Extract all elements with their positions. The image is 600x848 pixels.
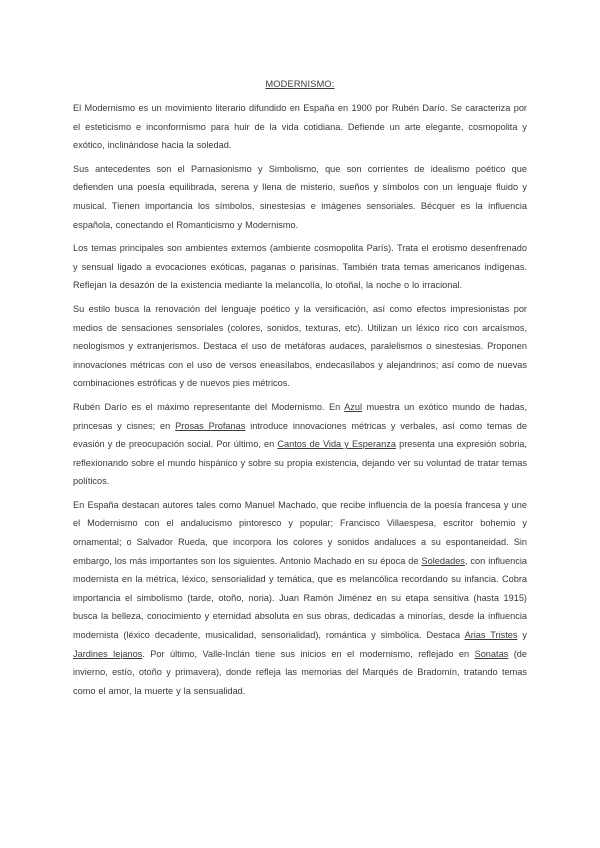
- paragraph-text: Su estilo busca la renovación del lenguaje poético y la versificación, así como efectos impresionistas por medios de sensaciones sensoriales (colores, sonidos, texturas, etc). Utilizan un léxico rico con arcaísmos, neologismos y extranjerismos. Destaca el uso de metáforas audaces, paralelismos o sinestesias. Proponen innovaciones métricas con el uso de versos eneasílabos, endecasílabos y alejandrinos; así como de nuevas combinaciones estróficas y de nuevos pies métricos.: [73, 303, 527, 389]
- paragraph-text: El Modernismo es un movimiento literario difundido en España en 1900 por Rubén Darío. Se caracteriza por el esteticismo e inconformismo para huir de la vida cotidiana. Defiende un arte elegante, cosmopolita y exótico, inclinándose hacia la soledad.: [73, 103, 527, 151]
- work-title-prosas-profanas: Prosas Profanas: [175, 420, 246, 431]
- work-title-soledades: Soledades: [421, 555, 465, 566]
- paragraph-text: y: [517, 630, 528, 641]
- paragraph-text: En España destacan autores tales como Manuel Machado, que recibe influencia de la poesía francesa y une el Modernismo con el andalucismo pintoresco y popular; Francisco Villaespesa, escritor bohemio y ornamental; o Salvador Rueda, que incorpora los colores y sonidos andaluces a su espontaneidad. Sin embargo, los más importantes son los siguientes. Antonio Machado en su época de: [73, 499, 527, 566]
- document-title: MODERNISMO:: [265, 79, 335, 89]
- paragraph-text: Rubén Darío es el máximo representante del Modernismo. En: [73, 401, 345, 412]
- paragraph-antecedents: [73, 160, 527, 234]
- paragraph-text: presenta una expresión sobria, reflexionando sobre el mundo hispánico y sobre su propia existencia, dejando ver su voluntad de tratar temas políticos.: [73, 439, 527, 487]
- work-title-arias-tristes: Arias Tristes: [464, 630, 518, 641]
- work-title-cantos-de-vida: Cantos de Vida y Esperanza: [277, 439, 396, 450]
- paragraph-themes: [73, 239, 527, 295]
- paragraph-text: . Por último, Valle-Inclán tiene sus inicios en el modernismo, reflejado en: [142, 648, 475, 659]
- paragraph-text: introduce innovaciones métricas y verbales, así como temas de evasión y de preocupación social. Por último, en: [73, 420, 527, 450]
- paragraph-text: Sus antecedentes son el Parnasionismo y Simbolismo, que son corrientes de idealismo poético que defienden una poesía equilibrada, serena y llena de misterio, sueños y símbolos con un lenguaje fluido y musical. Tienen importancia los símbolos, sinestesias e imágenes sensoriales. Bécquer es la influencia española, conectando el Romanticismo y Modernismo.: [73, 163, 527, 230]
- paragraph-style: [73, 300, 527, 393]
- paragraph-spain-authors: [73, 496, 527, 701]
- paragraph-text: (de invierno, estío, otoño y primavera), donde refleja las memorias del Marqués de Bradomín, tratando temas como el amor, la muerte y la sensualidad.: [73, 648, 528, 696]
- document-page: [73, 79, 527, 705]
- work-title-azul: Azul: [344, 401, 363, 412]
- work-title-jardines-lejanos: Jardines lejanos: [73, 648, 143, 659]
- paragraph-ruben-dario: [73, 398, 527, 491]
- work-title-sonatas: Sonatas: [474, 648, 509, 659]
- paragraph-text: muestra un exótico mundo de hadas, princesas y cisnes; en: [73, 401, 527, 431]
- paragraph-text: Los temas principales son ambientes externos (ambiente cosmopolita París). Trata el erotismo desenfrenado y sensual ligado a evocaciones exóticas, paganas o parisinas. También trata temas americanos indígenas. Reflejan la desazón de la existencia mediante la melancolía, lo otoñal, la noche o lo irracional.: [73, 243, 527, 291]
- paragraph-definition: [73, 99, 527, 155]
- paragraph-text: , con influencia modernista en la métrica, léxico, sensorialidad y temática, que es melancólica recordando su infancia. Cobra importancia el simbolismo (tarde, otoño, noria). Juan Ramón Jiménez en su etapa sensitiva (hasta 1915) busca la belleza, conocimiento y eternidad absoluta en sus obras, dedicadas a minorías, desde la influencia modernista (léxico decadente, musicalidad, sensorialidad), romántica y simbólica. Destaca: [73, 555, 528, 641]
